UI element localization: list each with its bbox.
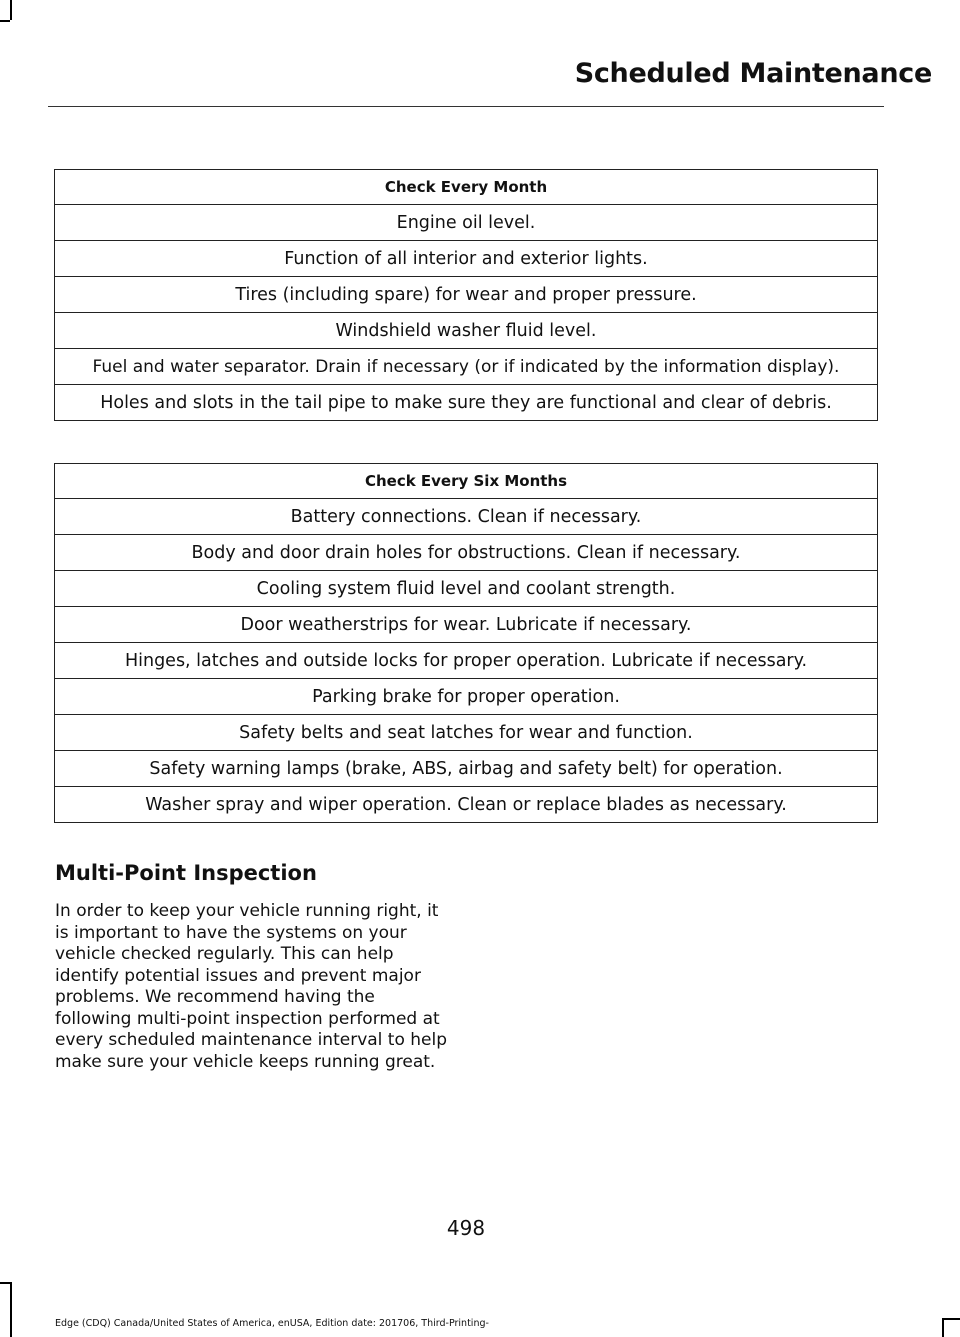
table-row: [55, 499, 878, 535]
crop-mark: [0, 20, 10, 22]
table-cell: Safety warning lamps (brake, ABS, airbag and safety belt) for operation.: [55, 751, 878, 787]
table-row: [55, 205, 878, 241]
table-cell: Tires (including spare) for wear and proper pressure.: [55, 277, 878, 313]
check-every-month-table: [54, 169, 878, 421]
check-every-six-months-table: [54, 463, 878, 823]
table-cell: Door weatherstrips for wear. Lubricate if necessary.: [55, 607, 878, 643]
table-heading: Check Every Month: [55, 170, 878, 205]
table-cell: Safety belts and seat latches for wear and function.: [55, 715, 878, 751]
table-row: [55, 385, 878, 421]
table-row: [55, 607, 878, 643]
table-row: [55, 571, 878, 607]
page-title: Scheduled Maintenance: [574, 58, 932, 89]
table-cell: Engine oil level.: [55, 205, 878, 241]
table-cell: Washer spray and wiper operation. Clean or replace blades as necessary.: [55, 787, 878, 823]
table-row: [55, 349, 878, 385]
table-row: [55, 787, 878, 823]
table-cell: Hinges, latches and outside locks for proper operation. Lubricate if necessary.: [55, 643, 878, 679]
section-heading: Multi-Point Inspection: [55, 861, 317, 885]
crop-mark: [10, 0, 12, 20]
table-row: [55, 535, 878, 571]
page-number: 498: [446, 1216, 486, 1240]
table-cell: Battery connections. Clean if necessary.: [55, 499, 878, 535]
table-row: [55, 643, 878, 679]
table-cell: Function of all interior and exterior lights.: [55, 241, 878, 277]
table-row: [55, 715, 878, 751]
table-heading: Check Every Six Months: [55, 464, 878, 499]
table-row: [55, 277, 878, 313]
crop-mark: [10, 1282, 12, 1337]
table-cell: Holes and slots in the tail pipe to make sure they are functional and clear of debris.: [55, 385, 878, 421]
table-cell: Fuel and water separator. Drain if necessary (or if indicated by the information display).: [55, 349, 878, 385]
table-cell: Body and door drain holes for obstructions. Clean if necessary.: [55, 535, 878, 571]
table-cell: Cooling system fluid level and coolant strength.: [55, 571, 878, 607]
table-cell: Windshield washer fluid level.: [55, 313, 878, 349]
footer-edition-info: Edge (CDQ) Canada/United States of America, enUSA, Edition date: 201706, Third-Printing-: [55, 1318, 489, 1329]
table-row: [55, 313, 878, 349]
section-paragraph: In order to keep your vehicle running right, it is important to have the systems on your vehicle checked regularly. This can help identify potential issues and prevent major problems. We recommend having the following multi-point inspection performed at every scheduled maintenance interval to help make sure your vehicle keeps running great.: [55, 901, 448, 1072]
crop-mark: [942, 1318, 960, 1320]
table-cell: Parking brake for proper operation.: [55, 679, 878, 715]
table-row: [55, 679, 878, 715]
crop-mark: [0, 1282, 10, 1284]
table-row: [55, 241, 878, 277]
crop-mark: [942, 1318, 944, 1337]
title-divider: [48, 106, 884, 107]
table-row: [55, 751, 878, 787]
